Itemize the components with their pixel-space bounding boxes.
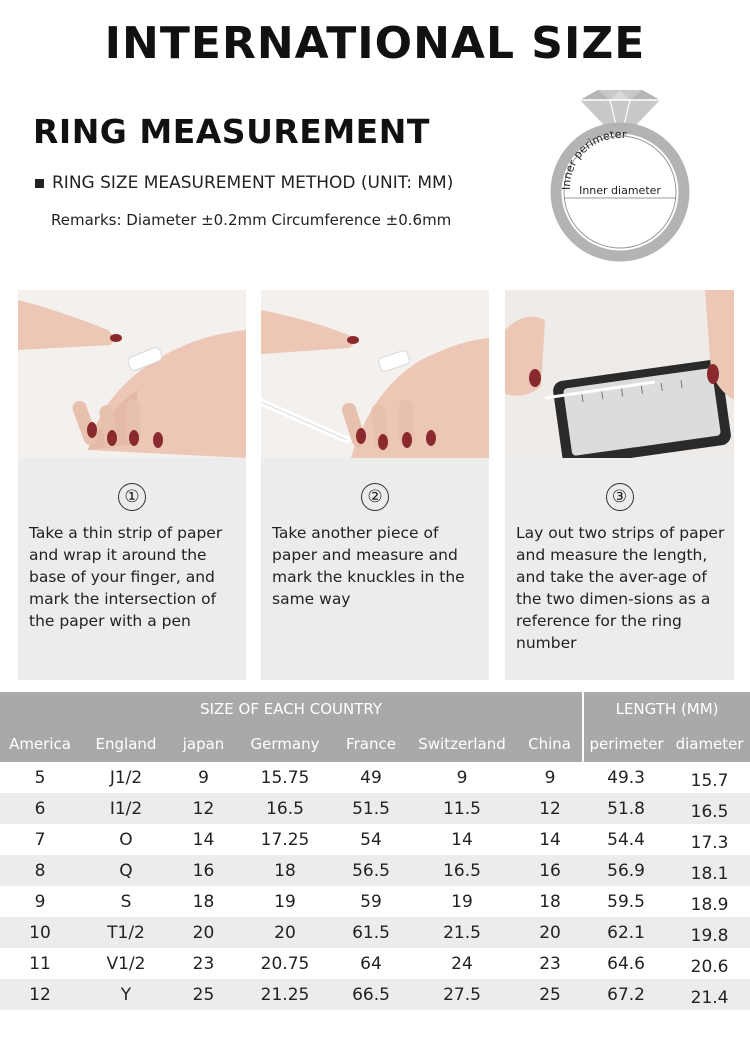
table-cell: 7 — [0, 824, 80, 855]
table-cell: 9 — [0, 886, 80, 917]
step-2-photo — [261, 290, 489, 458]
remarks-text: Remarks: Diameter ±0.2mm Circumference ±0.6mm — [51, 211, 452, 229]
table-cell: 14 — [172, 824, 235, 855]
table-cell: 61.5 — [335, 917, 407, 948]
table-cell: 9 — [407, 762, 517, 793]
table-cell: 59 — [335, 886, 407, 917]
table-cell: 64.6 — [583, 948, 669, 979]
table-cell: 18 — [172, 886, 235, 917]
table-cell: 18 — [235, 855, 335, 886]
table-cell: 23 — [517, 948, 583, 979]
table-cell: 20 — [517, 917, 583, 948]
table-cell: 10 — [0, 917, 80, 948]
table-cell: V1/2 — [80, 948, 172, 979]
method-line — [35, 173, 453, 193]
table-cell: 16 — [517, 855, 583, 886]
table-cell: Q — [80, 855, 172, 886]
table-cell: 54 — [335, 824, 407, 855]
table-row — [0, 886, 750, 917]
table-cell: 19.8 — [669, 917, 750, 948]
table-row — [0, 917, 750, 948]
table-cell: 8 — [0, 855, 80, 886]
table-cell: J1/2 — [80, 762, 172, 793]
table-cell: 51.8 — [583, 793, 669, 824]
square-bullet-icon — [35, 179, 44, 188]
table-cell: 23 — [172, 948, 235, 979]
table-cell: T1/2 — [80, 917, 172, 948]
table-cell: 6 — [0, 793, 80, 824]
column-header-row — [0, 726, 750, 762]
table-cell: 12 — [0, 979, 80, 1010]
length-mm-header: LENGTH (MM) — [583, 692, 750, 726]
table-cell: 49 — [335, 762, 407, 793]
step-3-text: Lay out two strips of paper and measure the length, and take the aver-age of the two dimen-sions as a reference for the ring number — [516, 524, 725, 652]
table-cell: 14 — [407, 824, 517, 855]
table-cell: 21.25 — [235, 979, 335, 1010]
table-cell: 17.25 — [235, 824, 335, 855]
table-cell: 56.9 — [583, 855, 669, 886]
step-1-number: ① — [18, 480, 246, 511]
table-cell: 51.5 — [335, 793, 407, 824]
inner-diameter-label: Inner diameter — [579, 184, 661, 197]
column-header: England — [80, 726, 172, 762]
table-cell: 5 — [0, 762, 80, 793]
table-row — [0, 824, 750, 855]
table-cell: 11 — [0, 948, 80, 979]
table-cell: 20.6 — [669, 948, 750, 979]
step-3-photo — [505, 290, 734, 458]
table-cell: 19 — [235, 886, 335, 917]
table-cell: 25 — [172, 979, 235, 1010]
table-row — [0, 793, 750, 824]
table-cell: 49.3 — [583, 762, 669, 793]
step-1-text: Take a thin strip of paper and wrap it around the base of your finger, and mark the intersection of the paper with a pen — [29, 524, 223, 630]
table-cell: 17.3 — [669, 824, 750, 855]
table-cell: 16.5 — [407, 855, 517, 886]
step-card-1 — [18, 290, 246, 680]
table-cell: 16.5 — [669, 793, 750, 824]
table-cell: 20 — [172, 917, 235, 948]
step-2-text: Take another piece of paper and measure and mark the knuckles in the same way — [272, 524, 465, 608]
step-card-3 — [505, 290, 734, 680]
column-header: China — [517, 726, 583, 762]
table-row — [0, 855, 750, 886]
table-cell: 15.75 — [235, 762, 335, 793]
section-title: RING MEASUREMENT — [33, 112, 430, 151]
column-header: Germany — [235, 726, 335, 762]
table-cell: 12 — [172, 793, 235, 824]
table-cell: 54.4 — [583, 824, 669, 855]
table-cell: I1/2 — [80, 793, 172, 824]
table-cell: 25 — [517, 979, 583, 1010]
table-cell: 14 — [517, 824, 583, 855]
table-cell: S — [80, 886, 172, 917]
inner-perimeter-label: Inner perimeter — [559, 127, 627, 191]
table-cell: 9 — [172, 762, 235, 793]
table-row — [0, 979, 750, 1010]
table-cell: 67.2 — [583, 979, 669, 1010]
measurement-steps — [18, 290, 734, 680]
table-cell: 27.5 — [407, 979, 517, 1010]
table-cell: 59.5 — [583, 886, 669, 917]
table-row — [0, 948, 750, 979]
table-cell: 12 — [517, 793, 583, 824]
method-text: RING SIZE MEASUREMENT METHOD (UNIT: MM) — [52, 173, 454, 193]
column-header: France — [335, 726, 407, 762]
table-cell: 66.5 — [335, 979, 407, 1010]
size-table — [0, 692, 750, 1010]
size-table-body — [0, 762, 750, 1010]
column-header: Switzerland — [407, 726, 517, 762]
table-cell: 16 — [172, 855, 235, 886]
table-cell: 62.1 — [583, 917, 669, 948]
column-header: perimeter — [583, 726, 669, 762]
table-cell: 20.75 — [235, 948, 335, 979]
table-cell: 21.4 — [669, 979, 750, 1010]
table-cell: 21.5 — [407, 917, 517, 948]
step-3-number: ③ — [505, 480, 734, 511]
table-cell: Y — [80, 979, 172, 1010]
table-cell: 64 — [335, 948, 407, 979]
table-cell: 24 — [407, 948, 517, 979]
table-row — [0, 762, 750, 793]
table-cell: 15.7 — [669, 762, 750, 793]
page-title: INTERNATIONAL SIZE — [104, 18, 646, 69]
table-cell: 20 — [235, 917, 335, 948]
ring-diagram — [540, 86, 700, 266]
table-cell: 18.1 — [669, 855, 750, 886]
table-cell: 56.5 — [335, 855, 407, 886]
column-header: japan — [172, 726, 235, 762]
step-2-number: ② — [261, 480, 489, 511]
table-cell: 18 — [517, 886, 583, 917]
table-cell: 16.5 — [235, 793, 335, 824]
table-cell: O — [80, 824, 172, 855]
step-1-photo — [18, 290, 246, 458]
step-card-2 — [261, 290, 489, 680]
table-cell: 11.5 — [407, 793, 517, 824]
column-header: America — [0, 726, 80, 762]
table-cell: 18.9 — [669, 886, 750, 917]
table-cell: 9 — [517, 762, 583, 793]
column-header: diameter — [669, 726, 750, 762]
size-of-each-country-header: SIZE OF EACH COUNTRY — [0, 692, 583, 726]
table-cell: 19 — [407, 886, 517, 917]
